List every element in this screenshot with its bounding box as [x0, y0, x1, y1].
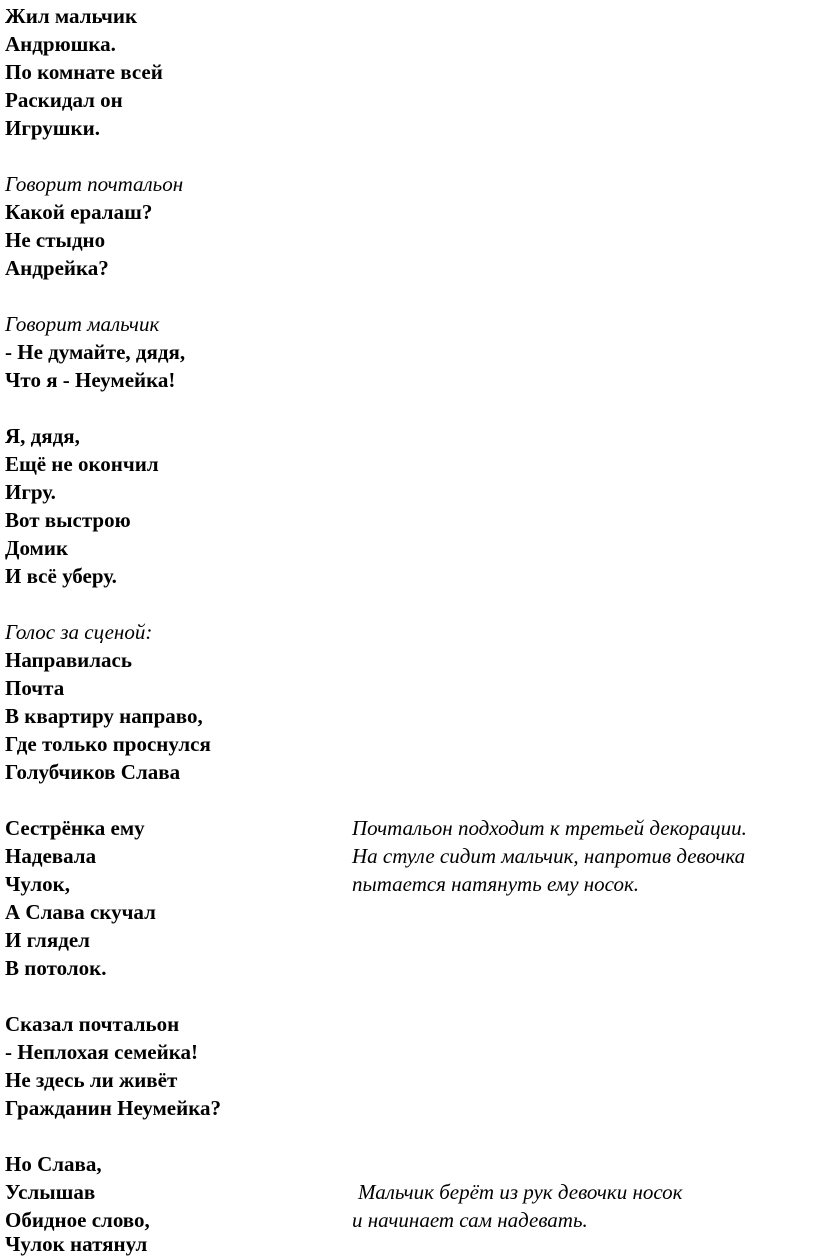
- verse-line: Что я - Неумейка!: [5, 368, 176, 392]
- verse-line: Голубчиков Слава: [5, 760, 181, 784]
- verse-line: Я, дядя,: [5, 424, 80, 448]
- verse-line: Не стыдно: [5, 228, 106, 252]
- stage-direction: На стуле сидит мальчик, напротив девочка: [352, 844, 746, 868]
- verse-line: Игру.: [5, 480, 56, 504]
- verse-line: Не здесь ли живёт: [5, 1068, 178, 1092]
- verse-line: В потолок.: [5, 956, 107, 980]
- verse-line: Раскидал он: [5, 88, 123, 112]
- verse-line: Услышав: [5, 1180, 96, 1204]
- verse-line: Андрейка?: [5, 256, 109, 280]
- verse-line: Андрюшка.: [5, 32, 116, 56]
- verse-line: Где только проснулся: [5, 732, 211, 756]
- speaker-label: Говорит мальчик: [5, 312, 160, 336]
- stage-direction: Почтальон подходит к третьей декорации.: [352, 816, 747, 840]
- verse-line: Почта: [5, 676, 65, 700]
- verse-line: Жил мальчик: [5, 4, 138, 28]
- verse-line: Сестрёнка ему: [5, 816, 145, 840]
- verse-line: - Неплохая семейка!: [5, 1040, 198, 1064]
- speaker-label: Голос за сценой:: [5, 620, 153, 644]
- stage-direction: Мальчик берёт из рук девочки носок: [358, 1180, 683, 1204]
- verse-line: Чулок натянул: [5, 1232, 148, 1256]
- verse-line: Ещё не окончил: [5, 452, 159, 476]
- stage-direction: и начинает сам надевать.: [352, 1208, 588, 1232]
- verse-line: Чулок,: [5, 872, 71, 896]
- verse-line: Сказал почтальон: [5, 1012, 180, 1036]
- verse-line: Гражданин Неумейка?: [5, 1096, 221, 1120]
- verse-line: Направилась: [5, 648, 132, 672]
- stage-direction: пытается натянуть ему носок.: [352, 872, 640, 896]
- verse-line: Домик: [5, 536, 69, 560]
- verse-line: Но Слава,: [5, 1152, 102, 1176]
- verse-line: Обидное слово,: [5, 1208, 150, 1232]
- verse-line: - Не думайте, дядя,: [5, 340, 186, 364]
- verse-line: В квартиру направо,: [5, 704, 203, 728]
- verse-line: И всё уберу.: [5, 564, 117, 588]
- verse-line: Игрушки.: [5, 116, 100, 140]
- verse-line: А Слава скучал: [5, 900, 156, 924]
- verse-line: И глядел: [5, 928, 90, 952]
- verse-line: Надевала: [5, 844, 97, 868]
- speaker-label: Говорит почтальон: [5, 172, 184, 196]
- verse-line: По комнате всей: [5, 60, 163, 84]
- verse-line: Вот выстрою: [5, 508, 131, 532]
- verse-line: Какой ералаш?: [5, 200, 153, 224]
